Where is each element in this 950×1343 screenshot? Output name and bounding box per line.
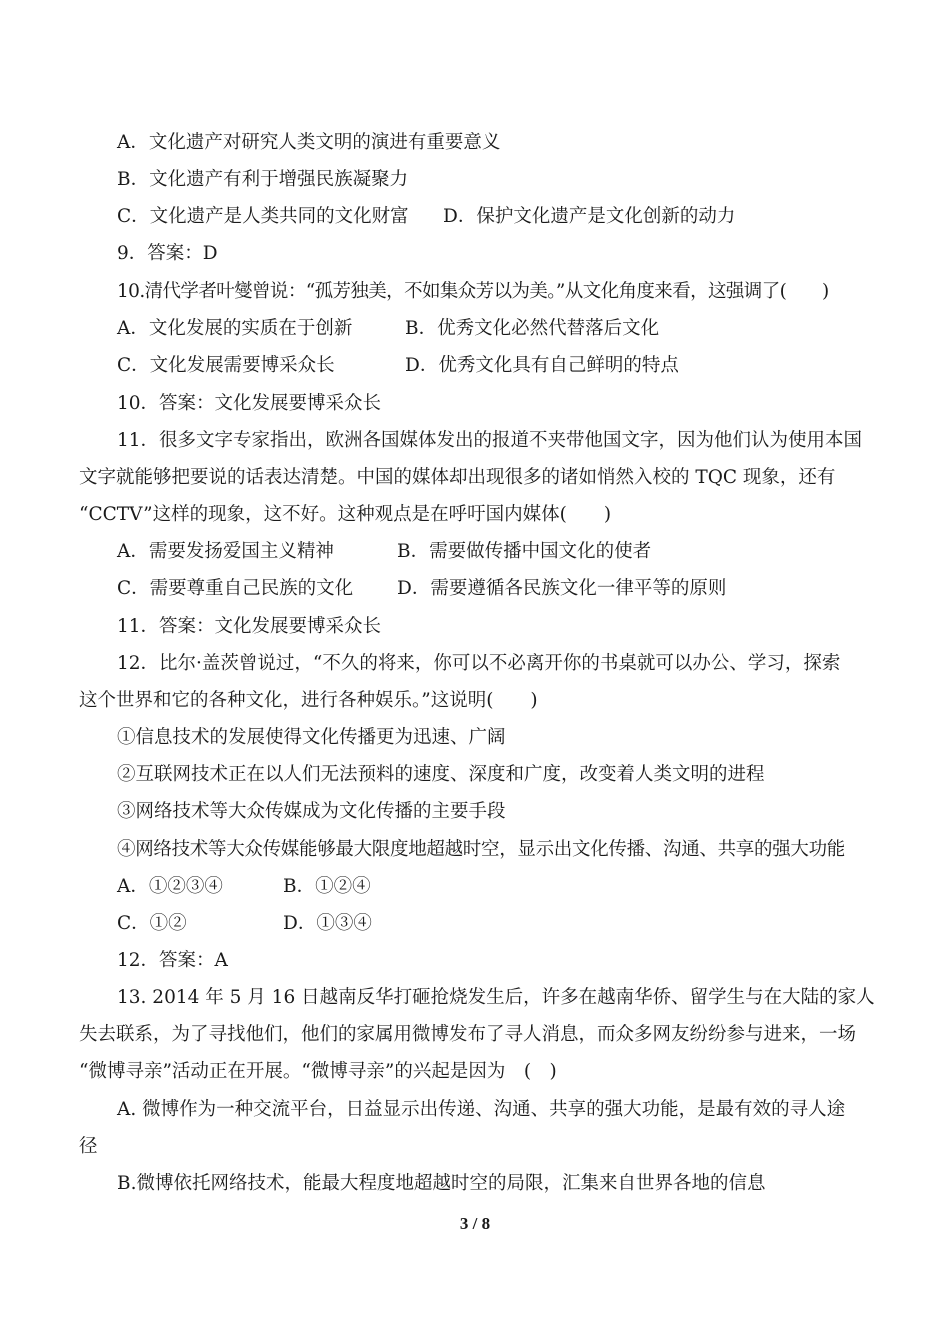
q12-stem-line-1: 12．比尔·盖茨曾说过，“不久的将来，你可以不必离开你的书桌就可以办公、学习，探索 (117, 653, 841, 674)
q10-option-c: C．文化发展需要博采众长 (117, 355, 335, 376)
q8-option-c: C．文化遗产是人类共同的文化财富 (117, 206, 409, 227)
q11-stem-line-3: “CCTV”这样的现象，这不好。这种观点是在呼吁国内媒体( ) (79, 504, 612, 525)
q11-option-b: B．需要做传播中国文化的使者 (397, 541, 652, 562)
q13-stem-line-1: 13. 2014 年 5 月 16 日越南反华打砸抢烧发生后，许多在越南华侨、留学生与在大陆的家人 (117, 987, 875, 1008)
q11-stem-line-1: 11．很多文字专家指出，欧洲各国媒体发出的报道不夹带他国文字，因为他们认为使用本国 (117, 430, 863, 451)
q12-statement-4: ④网络技术等大众传媒能够最大限度地超越时空，显示出文化传播、沟通、共享的强大功能 (117, 839, 846, 860)
q10-stem: 10.清代学者叶燮曾说：“孤芳独美，不如集众芳以为美。”从文化角度来看，这强调了( ) (117, 281, 829, 302)
q12-answer: 12．答案：A (117, 950, 228, 971)
q10-option-b: B．优秀文化必然代替落后文化 (405, 318, 660, 339)
q13-option-a-line-1: A. 微博作为一种交流平台，日益显示出传递、沟通、共享的强大功能，是最有效的寻人途 (117, 1099, 846, 1120)
q13-stem-line-3: “微博寻亲”活动正在开展。“微博寻亲”的兴起是因为 ( ) (79, 1061, 557, 1082)
q12-option-d: D．①③④ (283, 913, 372, 934)
q11-option-a: A．需要发扬爱国主义精神 (117, 541, 334, 562)
q12-option-c: C．①② (117, 913, 187, 934)
page-number: 3 / 8 (459, 1214, 491, 1233)
q8-option-a: A．文化遗产对研究人类文明的演进有重要意义 (117, 132, 501, 153)
q8-option-b: B．文化遗产有利于增强民族凝聚力 (117, 169, 409, 190)
q13-option-b: B.微博依托网络技术，能最大程度地超越时空的局限，汇集来自世界各地的信息 (117, 1173, 766, 1194)
q12-option-b: B．①②④ (283, 876, 371, 897)
q10-option-a: A．文化发展的实质在于创新 (117, 318, 353, 339)
q11-option-d: D．需要遵循各民族文化一律平等的原则 (397, 578, 727, 599)
q11-stem-line-2: 文字就能够把要说的话表达清楚。中国的媒体却出现很多的诸如悄然入校的 TQC 现象，还有 (79, 467, 836, 488)
q11-option-c: C．需要尊重自己民族的文化 (117, 578, 354, 599)
q12-statement-1: ①信息技术的发展使得文化传播更为迅速、广阔 (117, 727, 506, 748)
q8-option-d: D．保护文化遗产是文化创新的动力 (443, 206, 736, 227)
q12-stem-line-2: 这个世界和它的各种文化，进行各种娱乐。”这说明( ) (79, 690, 538, 711)
q9-answer: 9．答案：D (117, 243, 218, 264)
q12-option-a: A．①②③④ (117, 876, 223, 897)
q10-option-d: D．优秀文化具有自己鲜明的特点 (405, 355, 679, 376)
q12-statement-3: ③网络技术等大众传媒成为文化传播的主要手段 (117, 801, 506, 822)
q10-answer: 10．答案：文化发展要博采众长 (117, 393, 382, 414)
q13-option-a-line-2: 径 (79, 1136, 98, 1157)
q11-answer: 11．答案：文化发展要博采众长 (117, 616, 382, 637)
q12-statement-2: ②互联网技术正在以人们无法预料的速度、深度和广度，改变着人类文明的进程 (117, 764, 765, 785)
q13-stem-line-2: 失去联系，为了寻找他们，他们的家属用微博发布了寻人消息，而众多网友纷纷参与进来，一场 (79, 1024, 857, 1045)
